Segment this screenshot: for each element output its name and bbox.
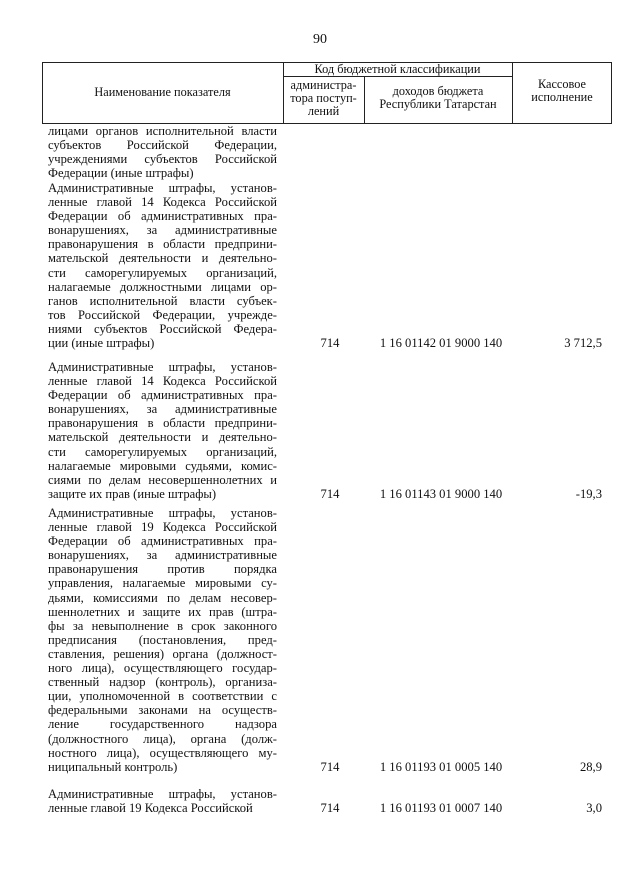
description-line: ганов исполнительной власти субъек- [48, 293, 277, 308]
description-line: сти саморегулируемых организаций, [48, 444, 277, 459]
description-line: ственный надзор (контроль), организа- [48, 675, 277, 690]
header-kbk-group: Код бюджетной классификации [314, 62, 481, 76]
description-line: Федерации об административных пра- [48, 209, 277, 224]
description-line: вонарушениях, за административные [48, 223, 277, 238]
description-line: мательской деятельности и деятельно- [48, 430, 277, 445]
description-line: правонарушения против порядка [48, 562, 277, 577]
row-description [48, 181, 277, 350]
description-line: Федерации (иные штрафы) [48, 166, 194, 181]
header-admin-line: лений [307, 104, 340, 118]
description-line: ставления, решения) органа (должност- [48, 646, 277, 661]
description-line: сти саморегулируемых организаций, [48, 265, 277, 280]
header-revenue-line: доходов бюджета [392, 84, 484, 98]
description-line: ление государственного надзора [48, 717, 277, 732]
description-line: налагаемые должностными лицами ор- [48, 279, 277, 294]
description-line: субъектов Российской Федерации, [48, 138, 277, 153]
description-line: шеннолетних и защите их прав (штра- [48, 604, 277, 619]
description-line: Федерации об административных пра- [48, 534, 277, 549]
description-line: фы за невыполнение в срок законного [48, 618, 277, 633]
row-description [48, 124, 277, 180]
description-line: дьями, комиссиями по делам несовер- [48, 590, 277, 605]
description-line: вонарушениях, за административные [48, 402, 277, 417]
description-line: ниципальный контроль) [48, 759, 178, 774]
header-indicator: Наименование показателя [94, 85, 231, 99]
header-admin [283, 79, 364, 118]
header-execution [512, 78, 612, 104]
row-description [48, 360, 277, 501]
header-execution-line: Кассовое [537, 77, 587, 91]
description-line: защите их прав (иные штрафы) [48, 486, 217, 501]
row-description [48, 787, 277, 815]
header-admin-line: тора поступ- [290, 91, 357, 105]
row-kbk-code: 1 16 01143 01 9000 140 [379, 486, 503, 501]
row-admin-code: 714 [320, 759, 340, 774]
description-line: ции (иные штрафы) [48, 336, 155, 351]
description-line: ленные главой 14 Кодекса Российской [48, 374, 277, 389]
row-admin-code: 714 [320, 336, 340, 351]
row-amount: 28,9 [579, 759, 602, 774]
description-line: Административные штрафы, установ- [48, 506, 277, 520]
description-line: (должностного лица), органа (долж- [48, 731, 277, 746]
description-line: ленные главой 19 Кодекса Российской [48, 801, 253, 816]
description-line: управления, налагаемые мировыми су- [48, 576, 277, 591]
header-group-underline [283, 76, 512, 77]
row-description [48, 506, 277, 774]
description-line: Административные штрафы, установ- [48, 181, 277, 195]
row-kbk-code: 1 16 01193 01 0005 140 [379, 759, 503, 774]
description-line: тов Российской Федерации, учрежде- [48, 307, 277, 322]
description-line: ностного лица), осуществляющего му- [48, 745, 277, 760]
description-line: лицами органов исполнительной власти [48, 124, 277, 138]
description-line: федеральными законами на осуществ- [48, 703, 277, 718]
description-line: налагаемые мировыми судьями, комис- [48, 458, 277, 473]
description-line: сиями по делам несовершеннолетних и [48, 472, 277, 487]
description-line: мательской деятельности и деятельно- [48, 251, 277, 266]
description-line: ции, уполномоченной в соответствии с [48, 689, 277, 704]
description-line: учреждениями субъектов Российской [48, 152, 277, 167]
description-line: ленные главой 14 Кодекса Российской [48, 195, 277, 210]
header-admin-line: администра- [290, 78, 357, 92]
description-line: ниями субъектов Российской Федера- [48, 321, 277, 336]
row-amount: -19,3 [575, 486, 602, 501]
page-number: 90 [313, 32, 327, 47]
description-line: вонарушениях, за административные [48, 548, 277, 563]
description-line: Федерации об административных пра- [48, 388, 277, 403]
row-admin-code: 714 [320, 486, 340, 501]
row-amount: 3,0 [586, 801, 602, 816]
header-execution-line: исполнение [531, 90, 593, 104]
table-header [42, 62, 612, 124]
description-line: Административные штрафы, установ- [48, 360, 277, 374]
row-kbk-code: 1 16 01193 01 0007 140 [379, 801, 503, 816]
header-revenue [364, 85, 512, 111]
row-amount: 3 712,5 [564, 336, 602, 351]
row-kbk-code: 1 16 01142 01 9000 140 [379, 336, 503, 351]
description-line: ного лица), осуществляющего государ- [48, 661, 277, 676]
description-line: правонарушения в области предприни- [48, 237, 277, 252]
row-admin-code: 714 [320, 801, 340, 816]
description-line: ленные главой 19 Кодекса Российской [48, 520, 277, 535]
description-line: Административные штрафы, установ- [48, 787, 277, 801]
header-revenue-line: Республики Татарстан [379, 97, 497, 111]
description-line: предписания (постановления, пред- [48, 632, 277, 647]
description-line: правонарушения в области предприни- [48, 416, 277, 431]
